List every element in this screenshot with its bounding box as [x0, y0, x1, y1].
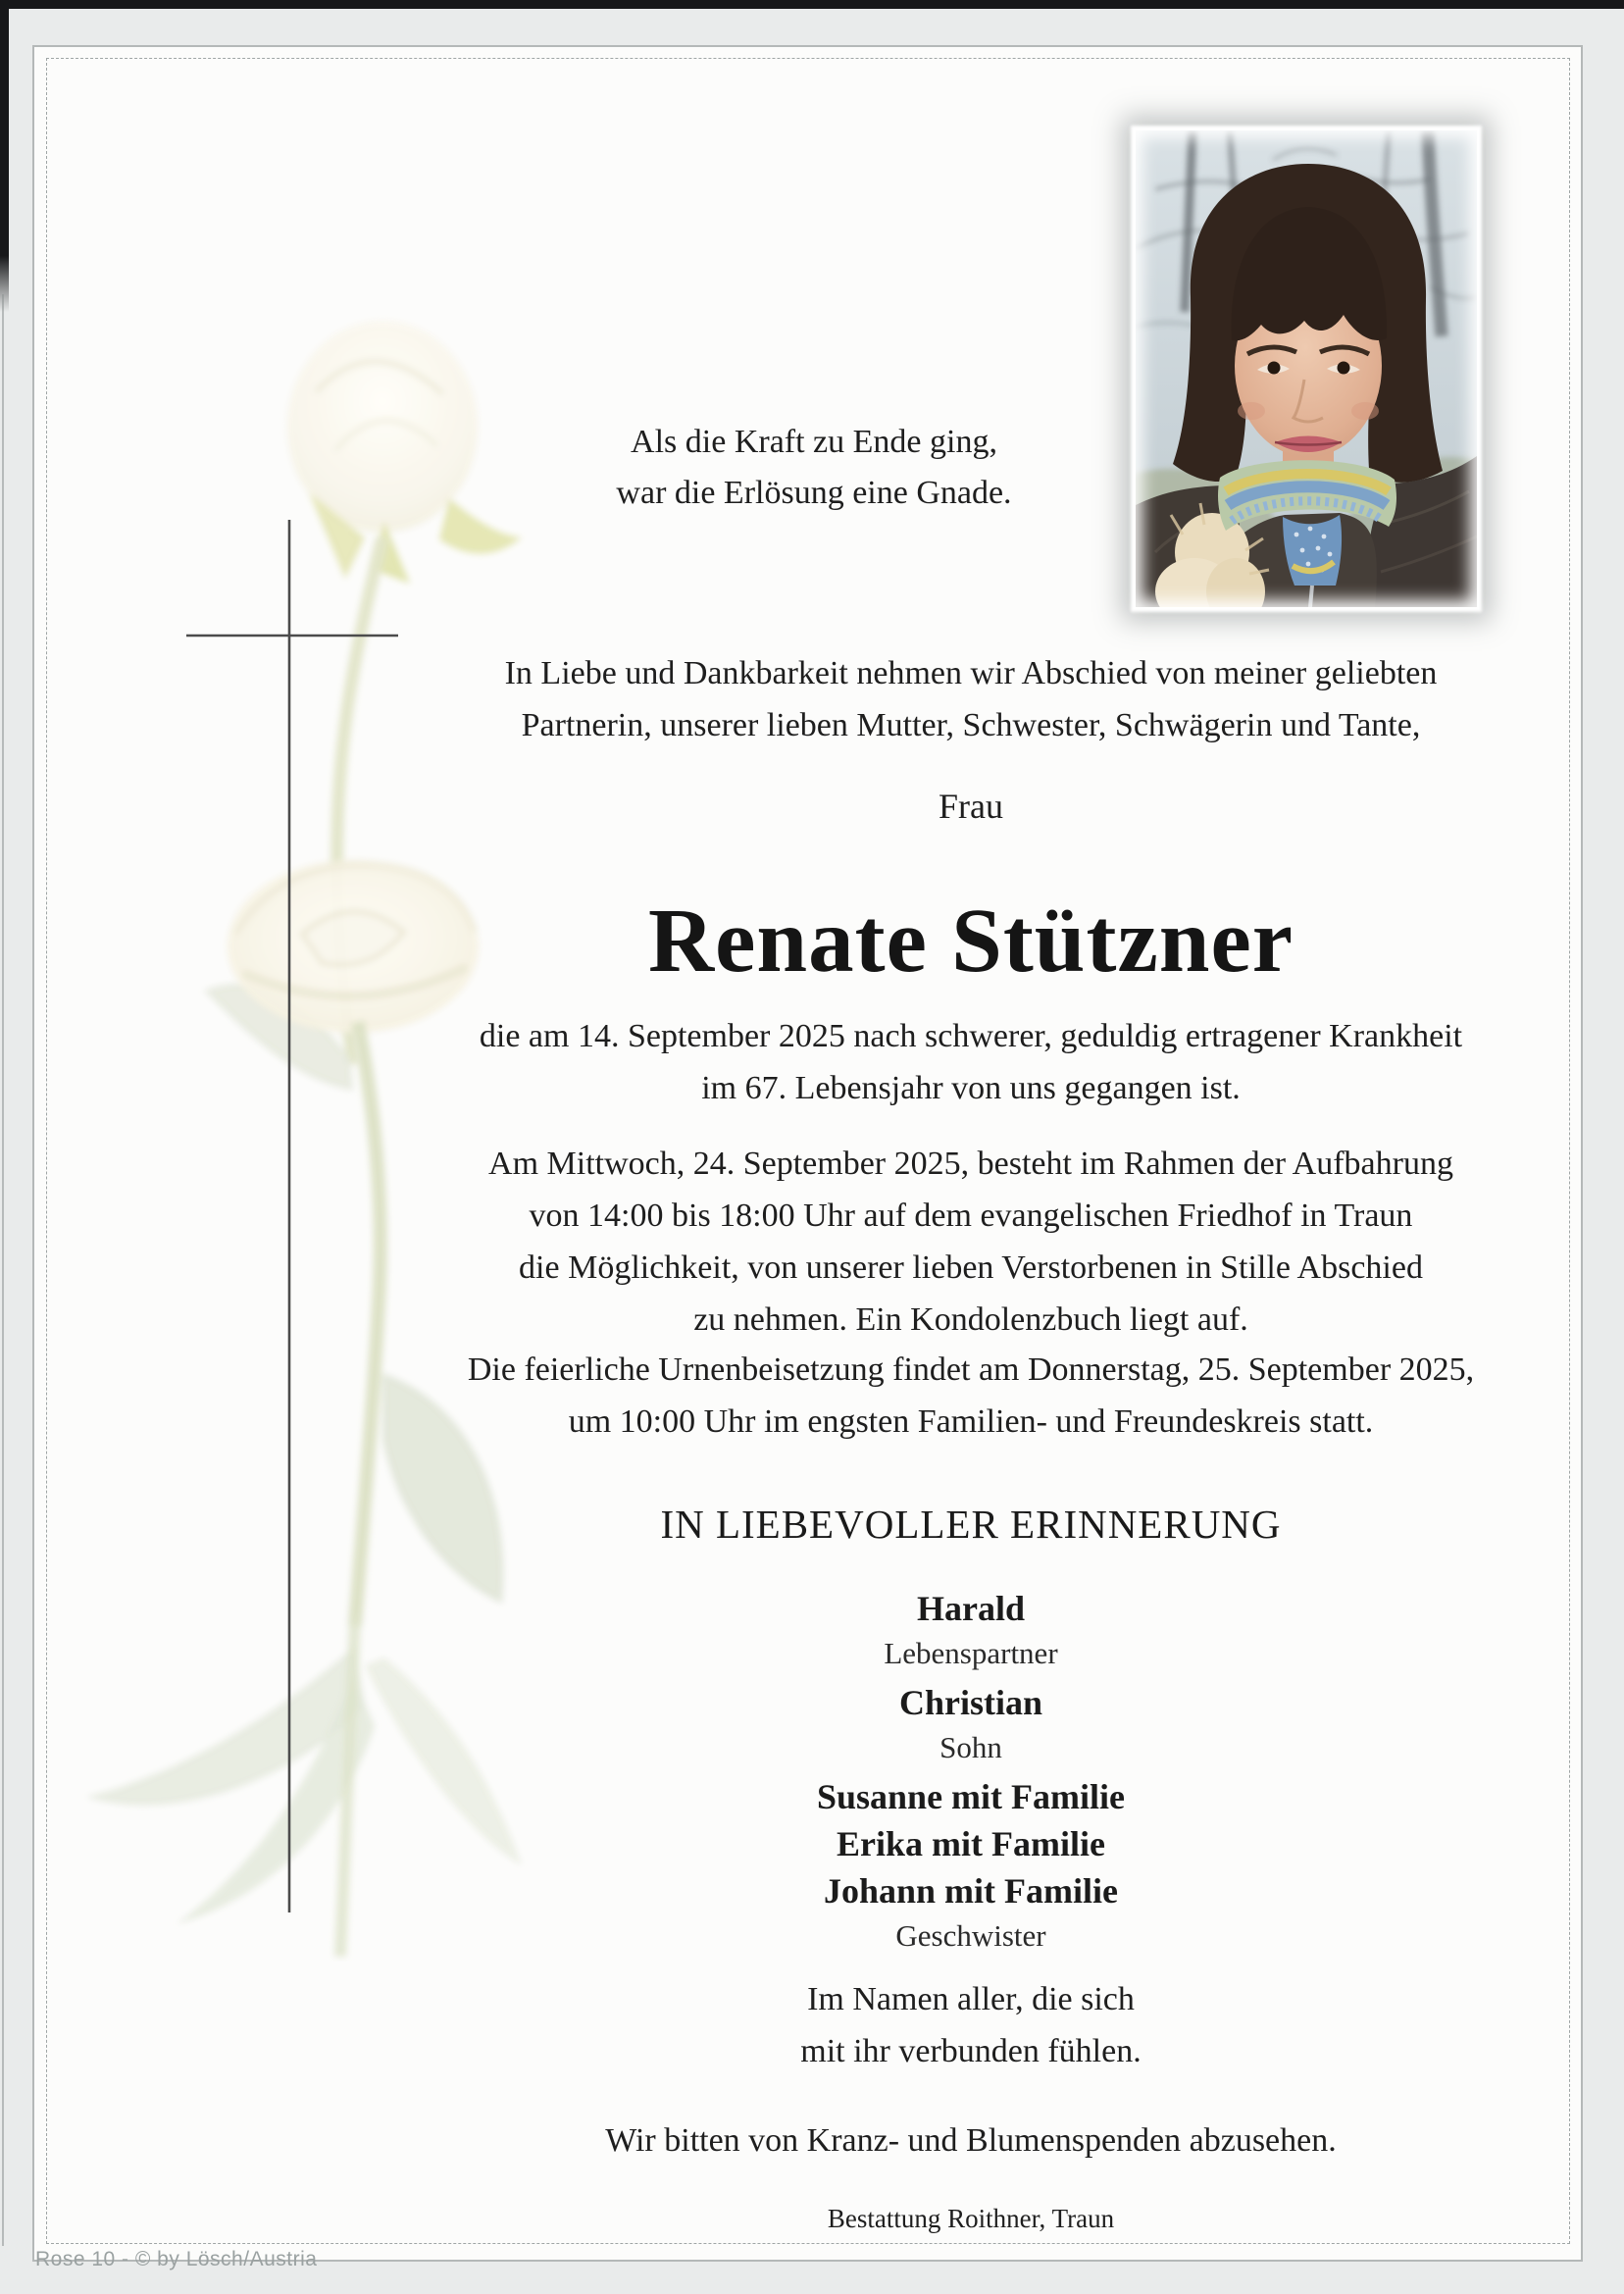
scan-edge-left-faint [2, 294, 4, 2246]
burial-notice-line: um 10:00 Uhr im engsten Familien- und Freundeskreis statt. [568, 1403, 1374, 1440]
mourner-name: Johann mit Familie [823, 1871, 1118, 1911]
mourner-name: Erika mit Familie [837, 1824, 1105, 1863]
closing-text [324, 1973, 1618, 2077]
portrait-photo [1136, 130, 1477, 607]
memorial-quote [245, 417, 1383, 519]
scan-edge-left [0, 0, 9, 312]
viewing-notice-line: von 14:00 bis 18:00 Uhr auf dem evangelischen Friedhof in Traun [529, 1198, 1413, 1234]
salutation: Frau [939, 787, 1003, 826]
intro-line: Partnerin, unserer lieben Mutter, Schwester, Schwägerin und Tante, [521, 707, 1421, 743]
flowers-request: Wir bitten von Kranz- und Blumenspenden abzusehen. [605, 2122, 1337, 2159]
closing-line: mit ihr verbunden fühlen. [800, 2033, 1142, 2069]
mourner-relation: Sohn [939, 1730, 1002, 1764]
burial-notice [324, 1344, 1618, 1448]
death-notice-line: im 67. Lebensjahr von uns gegangen ist. [701, 1070, 1241, 1106]
funeral-home-credit: Bestattung Roithner, Traun [827, 2204, 1115, 2233]
deceased-name: Renate Stützner [647, 891, 1294, 992]
death-notice [324, 1010, 1618, 1114]
viewing-notice-line: die Möglichkeit, von unserer lieben Verstorbenen in Stille Abschied [519, 1249, 1423, 1286]
mourner-group-siblings [324, 1773, 1618, 1958]
intro-line: In Liebe und Dankbarkeit nehmen wir Abschied von meiner geliebten [504, 655, 1438, 691]
mourner-relation: Lebenspartner [884, 1636, 1058, 1670]
death-notice-line: die am 14. September 2025 nach schwerer, geduldig ertragener Krankheit [479, 1018, 1463, 1054]
viewing-notice [324, 1138, 1618, 1346]
mourner-group-son [324, 1679, 1618, 1769]
mourner-name: Harald [916, 1589, 1025, 1628]
quote-line: war die Erlösung eine Gnade. [616, 475, 1012, 511]
mourner-name: Christian [898, 1683, 1043, 1722]
closing-line: Im Namen aller, die sich [807, 1981, 1135, 2017]
scan-edge-top [0, 0, 1624, 9]
viewing-notice-line: zu nehmen. Ein Kondolenzbuch liegt auf. [693, 1301, 1248, 1338]
intro-text [324, 647, 1618, 751]
mourner-name: Susanne mit Familie [816, 1777, 1125, 1816]
remembrance-heading: IN LIEBEVOLLER ERINNERUNG [660, 1502, 1282, 1547]
photo-vignette [1136, 130, 1477, 607]
quote-line: Als die Kraft zu Ende ging, [631, 424, 997, 460]
mourner-relation: Geschwister [895, 1918, 1046, 1953]
print-credit: Rose 10 - © by Lösch/Austria [35, 2248, 318, 2270]
burial-notice-line: Die feierliche Urnenbeisetzung findet am Donnerstag, 25. September 2025, [467, 1351, 1475, 1388]
viewing-notice-line: Am Mittwoch, 24. September 2025, besteht im Rahmen der Aufbahrung [488, 1146, 1453, 1182]
mourner-group-partner [324, 1585, 1618, 1675]
